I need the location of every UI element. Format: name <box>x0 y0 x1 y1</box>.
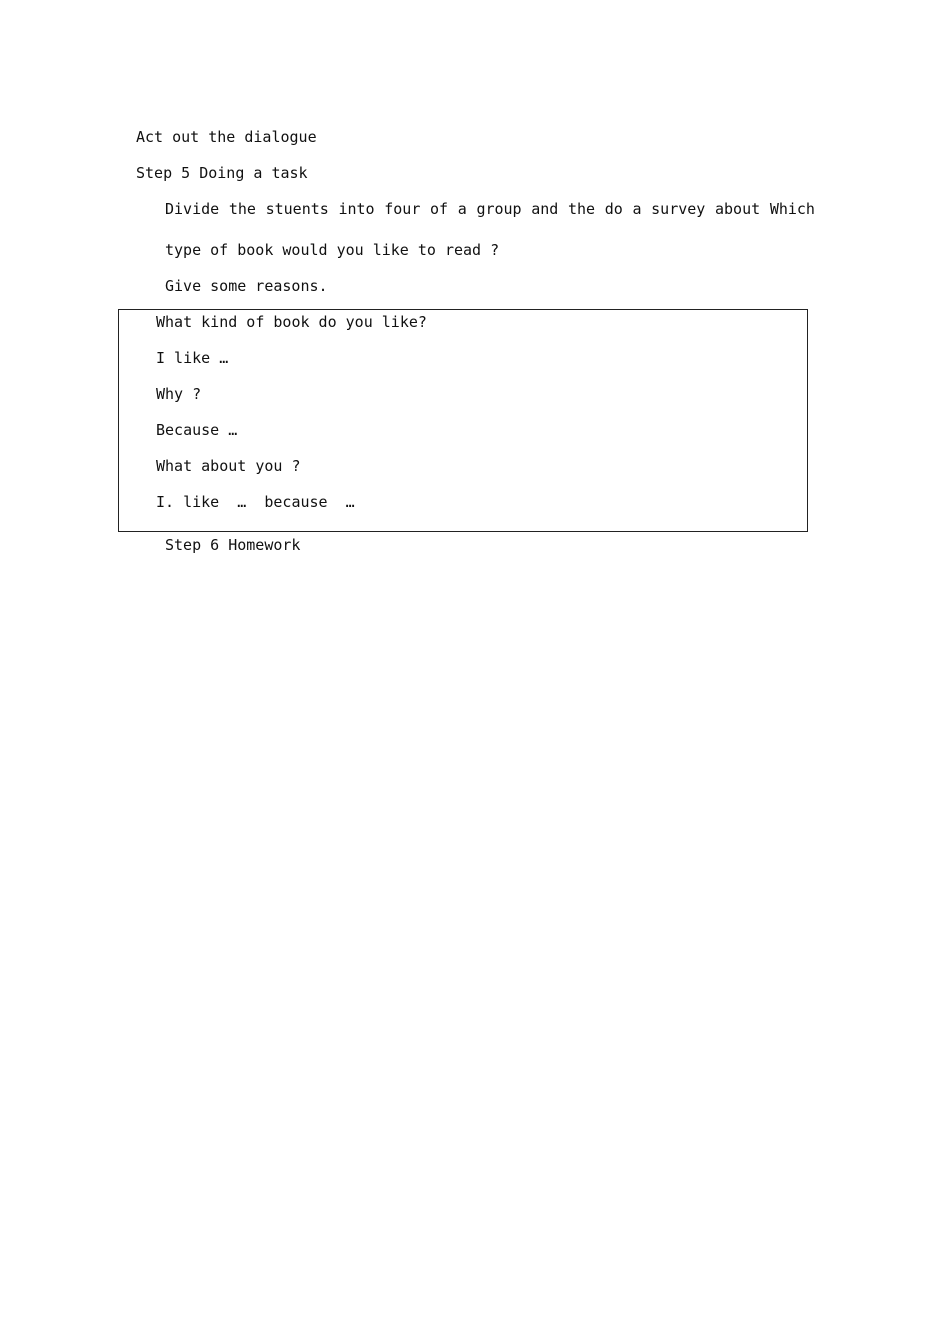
task-word: survey <box>651 200 706 218</box>
task-word: a <box>457 200 467 218</box>
task-word: stuents <box>265 200 329 218</box>
task-word: Divide <box>165 200 220 218</box>
task-word: into <box>338 200 375 218</box>
step5-heading: Step 5 Doing a task <box>136 164 308 182</box>
task-word: group <box>476 200 522 218</box>
act-out-line: Act out the dialogue <box>136 128 317 146</box>
task-word: and <box>531 200 559 218</box>
dialogue-answer-3: I. like … because … <box>156 493 355 511</box>
task-word: Which <box>769 200 815 218</box>
task-line-2: type of book would you like to read ? <box>165 241 500 259</box>
dialogue-question-3: What about you ? <box>156 457 301 475</box>
dialogue-question-2: Why ? <box>156 385 202 403</box>
task-line-3: Give some reasons. <box>165 277 328 295</box>
task-line-1 <box>165 199 815 219</box>
task-word: four <box>384 200 421 218</box>
task-word: about <box>715 200 761 218</box>
step6-heading: Step 6 Homework <box>165 536 301 554</box>
task-word: do <box>604 200 623 218</box>
dialogue-answer-2: Because … <box>156 421 238 439</box>
task-word: of <box>430 200 449 218</box>
dialogue-answer-1: I like … <box>156 349 229 367</box>
dialogue-question-1: What kind of book do you like? <box>156 313 427 331</box>
task-word: the <box>228 200 256 218</box>
task-word: the <box>568 200 596 218</box>
task-word: a <box>632 200 642 218</box>
